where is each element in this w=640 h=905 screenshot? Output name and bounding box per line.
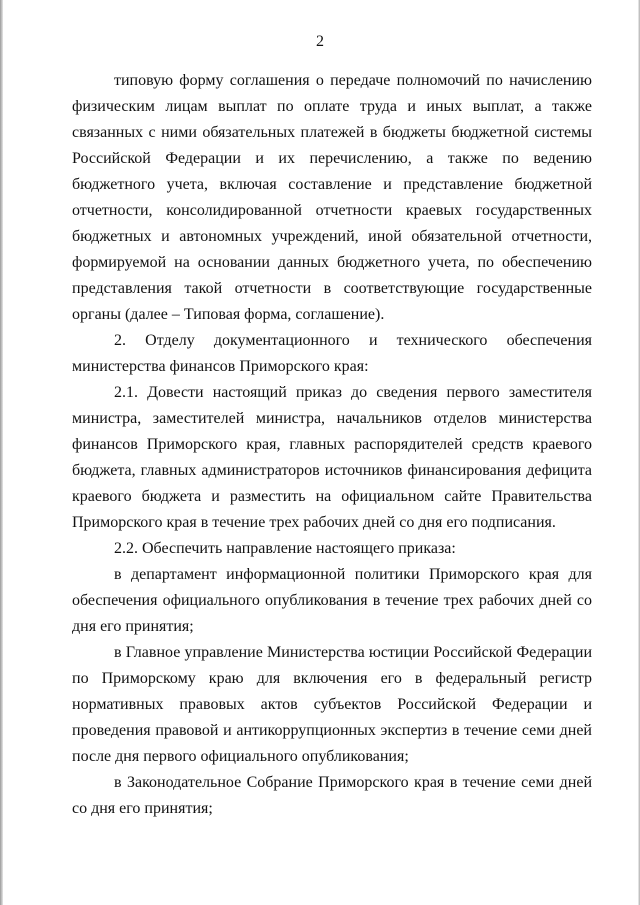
page-number: 2: [316, 33, 324, 50]
scan-edge-left: [0, 0, 3, 905]
paragraph-ministry-of-justice: в Главное управление Министерства юстиции Российской Федерации по Приморскому краю для включения его в федеральный регистр нормативных правовых актов субъектов Российской Федерации и проведения правовой и антикоррупционных экспертиз в течение семи дней после дня первого официального опубликования;: [72, 644, 592, 765]
paragraph-item-2: 2. Отделу документационного и технического обеспечения министерства финансов Приморского края:: [72, 332, 592, 375]
document-body: [72, 68, 592, 822]
paragraph-legislative-assembly: в Законодательное Собрание Приморского края в течение семи дней со дня его принятия;: [72, 774, 592, 817]
paragraph-typical-form: типовую форму соглашения о передаче полномочий по начислению физическим лицам выплат по оплате труда и иных выплат, а также связанных с ними обязательных платежей в бюджеты бюджетной системы Российской Федерации и их перечислению, а также по ведению бюджетного учета, включая составление и представление бюджетной отчетности, консолидированной отчетности краевых государственных бюджетных и автономных учреждений, иной обязательной отчетности, формируемой на основании данных бюджетного учета, по обеспечению представления такой отчетности в соответствующие государственные органы (далее – Типовая форма, соглашение).: [72, 72, 592, 323]
paragraph-item-2-1: 2.1. Довести настоящий приказ до сведения первого заместителя министра, заместителей министра, начальников отделов министерства финансов Приморского края, главных распорядителей средств краевого бюджета, главных администраторов источников финансирования дефицита краевого бюджета и разместить на официальном сайте Правительства Приморского края в течение трех рабочих дней со дня его подписания.: [72, 384, 592, 531]
paragraph-item-2-2: 2.2. Обеспечить направление настоящего приказа:: [114, 540, 456, 557]
paragraph-department-info-policy: в департамент информационной политики Приморского края для обеспечения официального опубликования в течение трех рабочих дней со дня его принятия;: [72, 566, 592, 635]
